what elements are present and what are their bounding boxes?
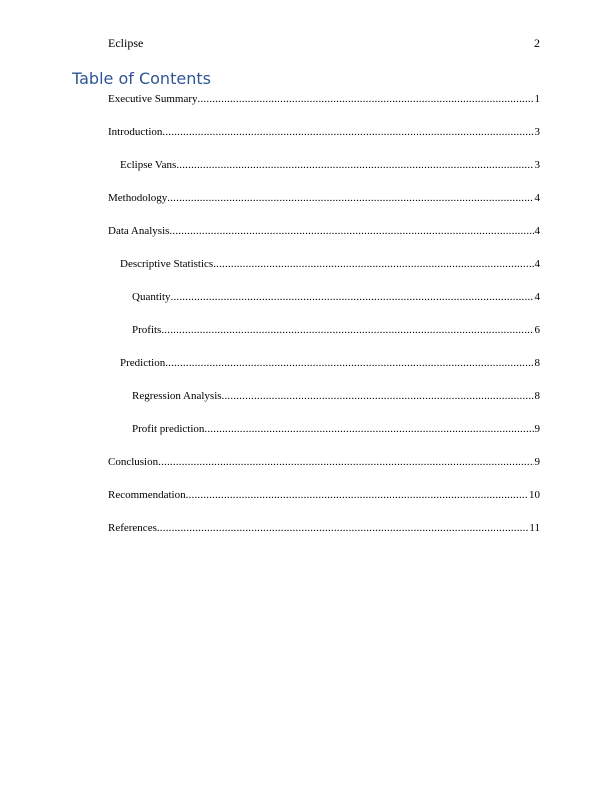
toc-entry-page: 9	[534, 423, 540, 435]
toc-entry-page: 4	[534, 225, 540, 237]
toc-leader-dots	[176, 158, 533, 172]
toc-entry-data-analysis[interactable]	[108, 224, 540, 257]
toc-entry-text: Prediction	[120, 357, 166, 369]
toc-entry-text: Introduction	[108, 126, 163, 138]
toc-entry-page: 3	[534, 159, 540, 171]
toc-leader-dots	[157, 521, 529, 535]
page-header	[108, 36, 540, 52]
toc-entry-page: 11	[529, 522, 540, 534]
toc-leader-dots	[169, 224, 533, 238]
toc-entry-text: Quantity	[132, 291, 171, 303]
toc-entry-text: Executive Summary	[108, 93, 198, 105]
toc-entry-methodology[interactable]	[108, 191, 540, 224]
toc-entry-introduction[interactable]	[108, 125, 540, 158]
toc-entry-page: 4	[534, 192, 540, 204]
toc-leader-dots	[186, 488, 528, 502]
toc-list	[108, 92, 540, 554]
toc-leader-dots	[165, 356, 533, 370]
toc-entry-descriptive-statistics[interactable]	[108, 257, 540, 290]
toc-entry-text: Recommendation	[108, 489, 186, 501]
toc-heading: Table of Contents	[72, 69, 211, 88]
toc-leader-dots	[167, 191, 533, 205]
toc-entry-page: 8	[534, 357, 540, 369]
toc-entry-page: 4	[534, 291, 540, 303]
header-title: Eclipse	[108, 36, 144, 50]
toc-entry-page: 3	[534, 126, 540, 138]
toc-leader-dots	[198, 92, 534, 106]
toc-entry-eclipse-vans[interactable]	[108, 158, 540, 191]
toc-entry-regression-analysis[interactable]	[108, 389, 540, 422]
toc-entry-conclusion[interactable]	[108, 455, 540, 488]
toc-entry-page: 4	[534, 258, 540, 270]
toc-entry-page: 1	[534, 93, 540, 105]
toc-entry-references[interactable]	[108, 521, 540, 554]
toc-entry-page: 8	[534, 390, 540, 402]
toc-entry-quantity[interactable]	[108, 290, 540, 323]
toc-entry-text: Methodology	[108, 192, 168, 204]
toc-entry-prediction[interactable]	[108, 356, 540, 389]
toc-entry-recommendation[interactable]	[108, 488, 540, 521]
toc-entry-text: Conclusion	[108, 456, 159, 468]
toc-leader-dots	[158, 455, 533, 469]
toc-entry-text: Profit prediction	[132, 423, 205, 435]
toc-entry-page: 6	[534, 324, 540, 336]
toc-entry-profits[interactable]	[108, 323, 540, 356]
toc-leader-dots	[204, 422, 533, 436]
toc-entry-text: Regression Analysis	[132, 390, 222, 402]
toc-entry-executive-summary[interactable]	[108, 92, 540, 125]
toc-leader-dots	[162, 125, 533, 139]
toc-entry-text: Profits	[132, 324, 162, 336]
header-page-number: 2	[534, 36, 540, 50]
toc-leader-dots	[161, 323, 533, 337]
toc-entry-text: References	[108, 522, 157, 534]
toc-leader-dots	[171, 290, 534, 304]
toc-leader-dots	[213, 257, 533, 271]
toc-entry-profit-prediction[interactable]	[108, 422, 540, 455]
toc-entry-text: Data Analysis	[108, 225, 170, 237]
toc-entry-page: 9	[534, 456, 540, 468]
toc-entry-page: 10	[529, 489, 540, 501]
toc-entry-text: Descriptive Statistics	[120, 258, 214, 270]
toc-leader-dots	[222, 389, 534, 403]
toc-entry-text: Eclipse Vans	[120, 159, 177, 171]
